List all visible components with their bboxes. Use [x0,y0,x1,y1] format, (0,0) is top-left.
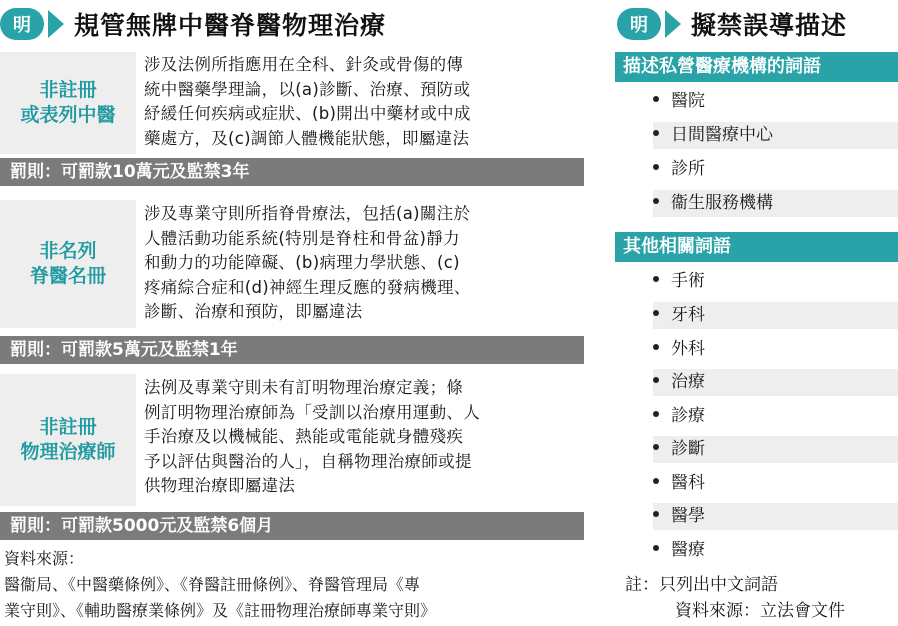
list-item [653,503,898,530]
right-panel [615,0,898,626]
list-item-text: 日間醫療中心 [671,125,773,145]
description-line: 涉及專業守則所指脊骨療法，包括(a)關注於 [144,204,471,223]
arrow-icon [48,10,64,38]
block-label-line: 非註冊 [39,79,97,101]
regulation-block-chiro [0,200,584,366]
list-item [653,156,898,183]
bullet-icon [653,444,659,450]
block-label [0,200,136,328]
list-item [653,190,898,217]
block-description [144,376,584,499]
regulation-block-tcm [0,52,584,182]
section-title: 擬禁誤導描述 [691,11,848,40]
source-line: 業守則》、《輔助醫療業條例》及《註冊物理治療師專業守則》 [4,601,437,620]
block-description [144,202,584,325]
description-line: 法例及專業守則未有訂明物理治療定義；條 [144,378,464,397]
description-line: 診斷、治療和預防，即屬違法 [144,302,363,322]
source-line: 醫衞局、《中醫藥條例》、《脊醫註冊條例》、脊醫管理局《專 [4,575,421,594]
bullet-icon [653,377,659,383]
list-item [653,537,898,564]
bullet-icon [653,411,659,417]
source-note [4,546,436,624]
list-item-text: 治療 [671,372,705,392]
arrow-icon [665,10,681,38]
description-line: 手治療及以機械能、熱能或電能就身體殘疾 [144,427,464,447]
source-label: 資料來源： [4,549,85,568]
block-description [144,53,584,151]
description-line: 人體活動功能系統(特別是脊柱和骨盆)靜力 [144,228,460,248]
block-label-line: 非註冊 [39,416,97,438]
description-line: 紓緩任何疾病或症狀、(b)開出中藥材或中成 [144,104,471,124]
list-item [653,302,898,329]
section-header-related-terms: 其他相關詞語 [615,232,898,262]
block-label-line: 或表列中醫 [20,104,116,126]
list-item-text: 衞生服務機構 [671,193,773,213]
regulation-block-physio [0,374,584,542]
list-item-text: 醫科 [671,473,705,493]
list-item-text: 牙科 [671,305,705,325]
description-line: 和動力的功能障礙、(b)病理力學狀態、(c) [144,253,460,273]
block-label-line: 脊醫名冊 [29,265,106,287]
list-item-text: 手術 [671,271,705,291]
bullet-icon [653,344,659,350]
bullet-icon [653,198,659,204]
description-line: 予以評估與醫治的人」，自稱物理治療師或提 [144,451,472,471]
list-item [653,436,898,463]
bullet-icon [653,276,659,282]
list-item [653,470,898,497]
bullet-icon [653,511,659,517]
list-item [653,122,898,149]
section-header-institutions: 描述私營醫療機構的詞語 [615,52,898,82]
page-title: 規管無牌中醫脊醫物理治療 [74,11,387,40]
description-line: 統中醫藥學理論，以(a)診斷、治療、預防或 [144,79,471,99]
block-label-line: 非名列 [39,240,97,262]
ming-pao-logo: 明 [617,8,661,40]
left-header [0,2,386,46]
list-item-text: 醫院 [671,91,705,111]
description-line: 例訂明物理治療師為「受訓以治療用運動、人 [144,402,480,422]
ming-pao-logo: 明 [0,8,44,40]
bullet-icon [653,96,659,102]
list-item [653,403,898,430]
list-item [653,268,898,295]
block-label [0,374,136,506]
penalty-bar: 罰則：可罰款10萬元及監禁3年 [0,158,584,186]
bullet-icon [653,130,659,136]
description-line: 涉及法例所指應用在全科、針灸或骨傷的傳 [144,55,464,74]
description-line: 疼痛綜合症和(d)神經生理反應的發病機理、 [144,277,471,297]
bullet-icon [653,164,659,170]
block-label-line: 物理治療師 [20,441,116,463]
description-line: 供物理治療即屬違法 [144,476,296,496]
description-line: 藥處方，及(c)調節人體機能狀態，即屬違法 [144,128,470,148]
right-header [617,2,847,46]
list-item [653,369,898,396]
list-item-text: 診斷 [671,439,705,459]
list-item-text: 外科 [671,339,705,359]
bullet-icon [653,310,659,316]
list-item [653,336,898,363]
source-note: 資料來源：立法會文件 [675,601,845,621]
penalty-bar: 罰則：可罰款5000元及監禁6個月 [0,512,584,540]
block-label [0,52,136,154]
bullet-icon [653,478,659,484]
list-item-text: 診療 [671,406,705,426]
penalty-bar: 罰則：可罰款5萬元及監禁1年 [0,336,584,364]
list-item-text: 醫療 [671,540,705,560]
list-item [653,88,898,115]
list-item-text: 醫學 [671,506,705,526]
footnote: 註：只列出中文詞語 [625,575,778,595]
bullet-icon [653,545,659,551]
list-item-text: 診所 [671,159,705,179]
